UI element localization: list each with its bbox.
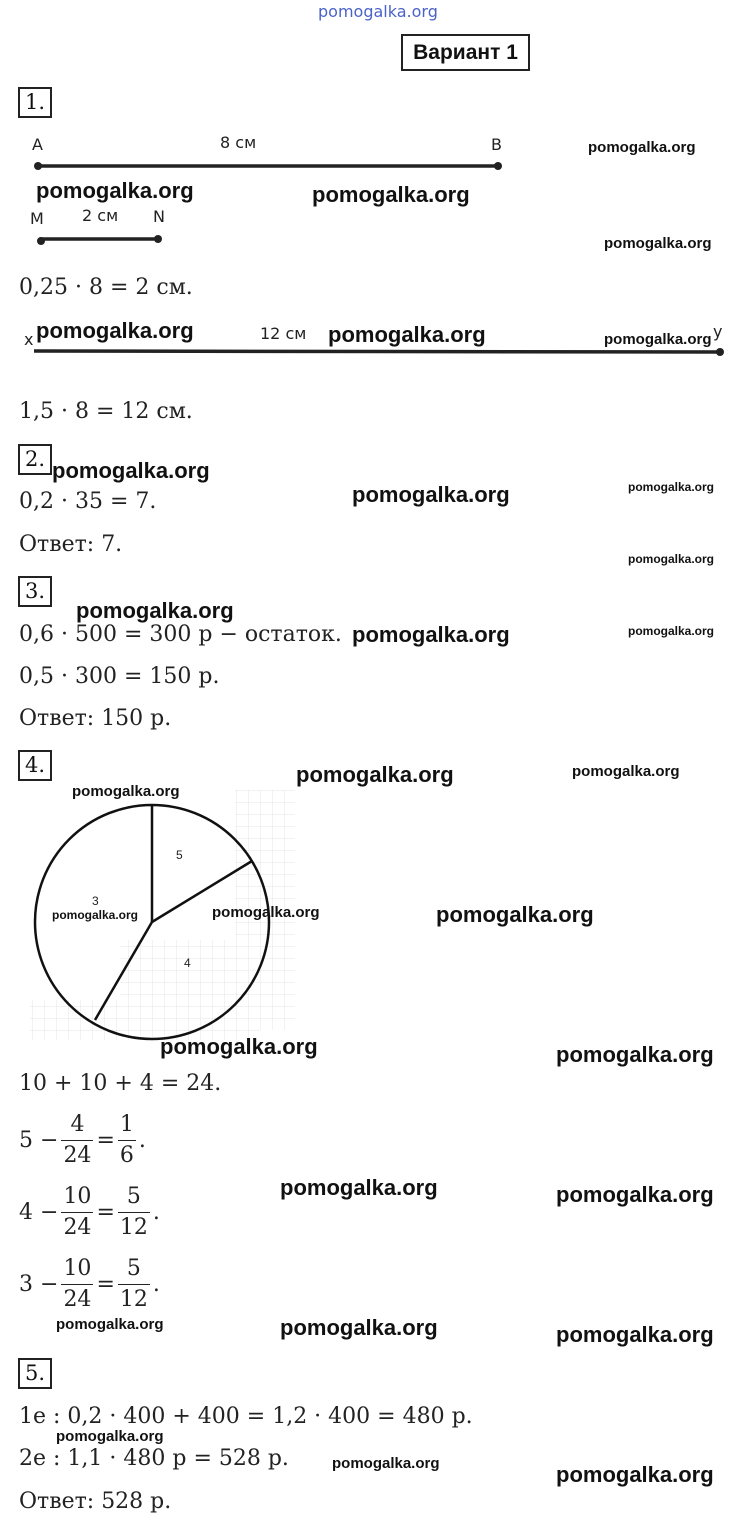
watermark: pomogalka.org [352, 482, 510, 507]
task-3-equation-1: 0,6 · 500 = 300 р − остаток. [19, 622, 342, 647]
fraction-left [61, 1182, 93, 1243]
fraction-numerator: 1 [118, 1110, 136, 1141]
segment-mn-start-dot [37, 237, 45, 245]
fraction-numerator: 5 [118, 1254, 150, 1285]
segment-mn-start-label: M [30, 209, 44, 228]
fraction-denominator: 12 [119, 1287, 148, 1312]
segment-ab-start-label: A [32, 135, 43, 154]
watermark: pomogalka.org [76, 598, 234, 623]
watermark: pomogalka.org [604, 235, 712, 252]
watermark: pomogalka.org [212, 904, 320, 921]
task-3-equation-2: 0,5 · 300 = 150 р. [19, 664, 220, 689]
watermark: pomogalka.org [36, 318, 194, 343]
watermark: pomogalka.org [352, 622, 510, 647]
background-grid-center [120, 940, 250, 1010]
fraction-whole: 5 − [19, 1128, 59, 1153]
watermark: pomogalka.org [628, 624, 715, 638]
watermark: pomogalka.org [280, 1315, 438, 1340]
segment-xy-start-label: x [24, 330, 34, 349]
task-5-number: 5. [18, 1358, 52, 1389]
watermark: pomogalka.org [332, 1455, 440, 1472]
watermark: pomogalka.org [572, 763, 680, 780]
fraction-numerator: 5 [118, 1182, 150, 1213]
task-3-answer: Ответ: 150 р. [19, 706, 172, 731]
watermark: pomogalka.org [36, 178, 194, 203]
watermark: pomogalka.org [556, 1182, 714, 1207]
fraction-denominator: 24 [63, 1143, 92, 1168]
task-3-number: 3. [18, 576, 52, 607]
fraction-whole: 3 − [19, 1272, 59, 1297]
segment-ab-end-dot [494, 162, 502, 170]
pie-sector-label-2: 4 [184, 956, 191, 970]
watermark: pomogalka.org [56, 1316, 164, 1333]
task-4-sum: 10 + 10 + 4 = 24. [19, 1071, 222, 1096]
fraction-whole: 4 − [19, 1200, 59, 1225]
segment-mn-end-dot [154, 235, 162, 243]
watermark: pomogalka.org [628, 552, 715, 566]
task-5-line-1: 1е : 0,2 · 400 + 400 = 1,2 · 400 = 480 р. [19, 1404, 473, 1429]
segment-ab-start-dot [34, 162, 42, 170]
task-2-number: 2. [18, 444, 52, 475]
task-2-equation: 0,2 · 35 = 7. [19, 489, 157, 514]
segment-ab-length-label: 8 см [220, 133, 257, 152]
task-2-answer: Ответ: 7. [19, 532, 123, 557]
fraction-denominator: 24 [63, 1287, 92, 1312]
watermark: pomogalka.org [52, 458, 210, 483]
task-1-equation-1: 0,25 · 8 = 2 см. [19, 275, 193, 300]
watermark: pomogalka.org [628, 480, 715, 494]
task-1-number: 1. [18, 87, 52, 118]
fraction-right [118, 1254, 150, 1315]
fraction-left [61, 1110, 93, 1171]
segment-ab-end-label: B [491, 135, 502, 154]
watermark: pomogalka.org [56, 1428, 164, 1445]
watermark: pomogalka.org [588, 139, 696, 156]
fraction-numerator: 10 [61, 1182, 93, 1213]
watermark: pomogalka.org [556, 1322, 714, 1347]
watermark: pomogalka.org [72, 783, 180, 800]
segment-xy-end-label: y [713, 322, 723, 341]
watermark: pomogalka.org [296, 762, 454, 787]
watermark: pomogalka.org [280, 1175, 438, 1200]
fraction-numerator: 10 [61, 1254, 93, 1285]
fraction-denominator: 24 [63, 1215, 92, 1240]
variant-title: Вариант 1 [401, 34, 530, 71]
site-watermark-top[interactable]: pomogalka.org [318, 2, 438, 21]
watermark: pomogalka.org [52, 908, 139, 922]
task-4-fraction-row-2: 4 − $\frac{10}{24}$ = $\frac{5}{12}$ . [19, 1182, 160, 1243]
watermark: pomogalka.org [556, 1462, 714, 1487]
task-4-fraction-row-3: 3 − $\frac{10}{24}$ = $\frac{5}{12}$ . [19, 1254, 160, 1315]
task-5-answer: Ответ: 528 р. [19, 1489, 172, 1514]
fraction-denominator: 12 [119, 1215, 148, 1240]
task-4-number: 4. [18, 750, 52, 781]
fraction-right [118, 1182, 150, 1243]
fraction-denominator: 6 [119, 1143, 134, 1168]
fraction-right [118, 1110, 136, 1171]
task-1-equation-2: 1,5 · 8 = 12 см. [19, 399, 193, 424]
watermark: pomogalka.org [328, 322, 486, 347]
watermark: pomogalka.org [436, 902, 594, 927]
watermark: pomogalka.org [312, 182, 470, 207]
segment-xy-end-dot [716, 348, 724, 356]
segment-xy-length-label: 12 см [260, 324, 307, 343]
segment-mn-length-label: 2 см [82, 206, 119, 225]
pie-sector-label-1: 5 [176, 848, 183, 862]
fraction-left [61, 1254, 93, 1315]
watermark: pomogalka.org [160, 1034, 318, 1059]
watermark: pomogalka.org [556, 1042, 714, 1067]
watermark: pomogalka.org [604, 331, 712, 348]
segment-mn-end-label: N [153, 207, 165, 226]
fraction-numerator: 4 [61, 1110, 93, 1141]
segment-xy-line [34, 351, 720, 352]
task-5-line-2: 2е : 1,1 · 480 р = 528 р. [19, 1446, 289, 1471]
task-4-fraction-row-1: 5 − $\frac{4}{24}$ = $\frac{1}{6}$ . [19, 1110, 146, 1171]
pie-sector-label-3: 3 [92, 894, 99, 908]
